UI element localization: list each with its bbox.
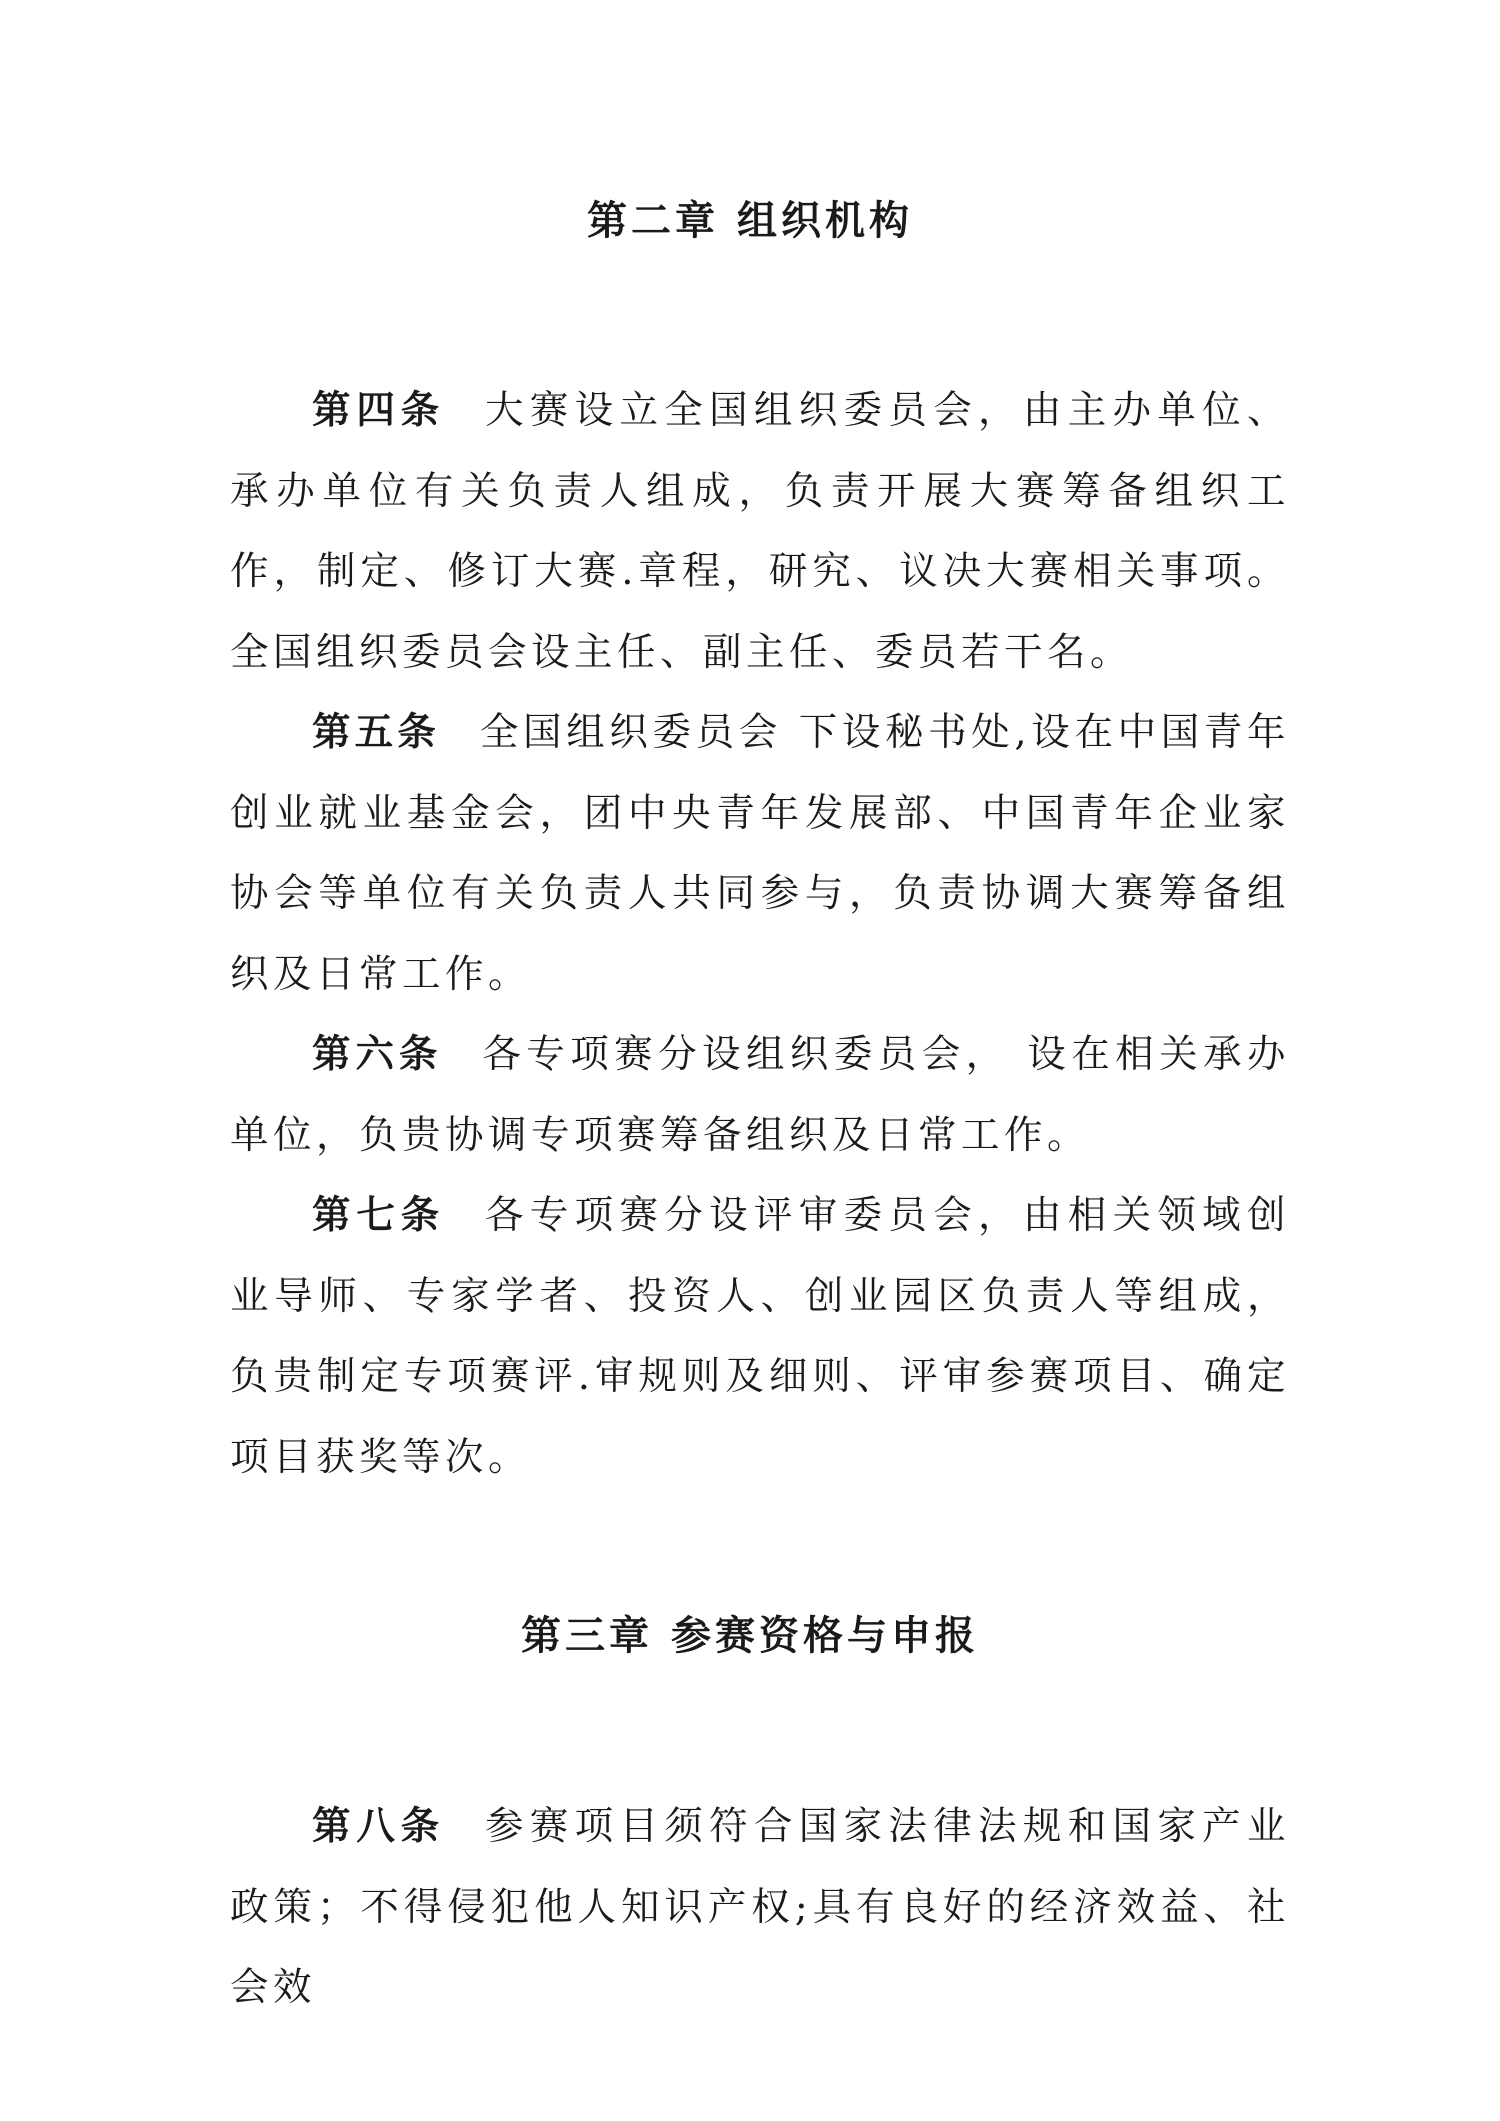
article-4 xyxy=(230,371,1290,693)
article-label: 第八条 xyxy=(312,1804,445,1849)
chapter-heading-2: 第二章 组织机构 xyxy=(587,198,913,244)
article-text: 全国组织委员会 下设秘书处,设在中国青年创业就业基金会，团中央青年发展部、中国青年企业家协会等单位有关负责人共同参与，负责协调大赛筹备组织及日常工作。 xyxy=(230,710,1290,997)
article-text: 大赛设立全国组织委员会，由主办单位、承办单位有关负责人组成，负责开展大赛筹备组织工作，制定、修订大赛.章程，研究、议决大赛相关事项。全国组织委员会设主任、副主任、委员若干名。 xyxy=(230,388,1290,675)
article-6 xyxy=(230,1015,1290,1176)
article-text: 各专项赛分设评审委员会，由相关领域创业导师、专家学者、投资人、创业园区负责人等组成，负贵制定专项赛评.审规则及细则、评审参赛项目、确定项目获奖等次。 xyxy=(230,1193,1290,1480)
article-text: 参赛项目须符合国家法律法规和国家产业政策；不得侵犯他人知识产权;具有良好的经济效益、社会效 xyxy=(230,1804,1290,2010)
article-7 xyxy=(230,1176,1290,1498)
article-label: 第四条 xyxy=(312,388,445,433)
article-label: 第七条 xyxy=(312,1193,445,1238)
article-5 xyxy=(230,693,1290,1015)
article-label: 第六条 xyxy=(312,1032,443,1077)
article-label: 第五条 xyxy=(312,710,440,755)
article-8 xyxy=(230,1787,1290,2029)
article-text: 各专项赛分设组织委员会， 设在相关承办单位，负贵协调专项赛筹备组织及日常工作。 xyxy=(230,1032,1290,1158)
chapter-heading-3: 第三章 参赛资格与申报 xyxy=(521,1613,979,1659)
